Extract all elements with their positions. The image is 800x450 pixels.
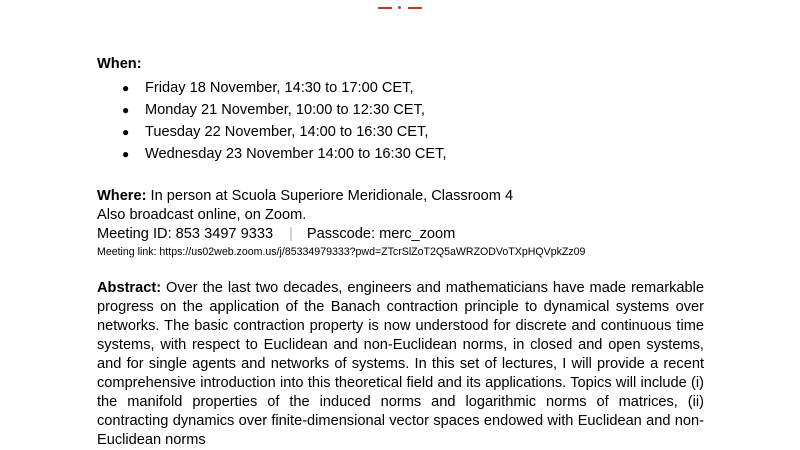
abstract-label: Abstract: (97, 280, 162, 296)
header-rule-right (408, 7, 422, 9)
header-dot (398, 6, 401, 9)
meeting-info (97, 225, 704, 244)
bullet-icon: ● (122, 81, 130, 95)
meeting-id: Meeting ID: 853 3497 9333 (97, 226, 274, 242)
abstract-section (97, 279, 704, 450)
schedule-date: Friday 18 November, 14:30 to 17:00 CET, (145, 80, 414, 96)
schedule-item (97, 121, 704, 143)
passcode: Passcode: merc_zoom (306, 226, 456, 242)
schedule-date: Wednesday 23 November 14:00 to 16:30 CET, (145, 146, 447, 162)
header-rule-left (378, 7, 392, 9)
where-line (97, 187, 704, 206)
where-label: Where: (97, 188, 147, 204)
schedule-date: Monday 21 November, 10:00 to 12:30 CET, (145, 102, 425, 118)
schedule-list (97, 77, 704, 165)
schedule-date: Tuesday 22 November, 14:00 to 16:30 CET, (145, 124, 429, 140)
schedule-item (97, 99, 704, 121)
location-text: In person at Scuola Superiore Meridionale, Classroom 4 (150, 188, 514, 204)
where-section (97, 187, 704, 260)
meeting-separator: | (289, 226, 293, 242)
document-body (97, 55, 704, 450)
bullet-icon: ● (122, 147, 130, 161)
bullet-icon: ● (122, 125, 130, 139)
header-decoration (378, 4, 422, 10)
abstract-text: Over the last two decades, engineers and mathematicians have made remarkable progress on the application of the Banach contraction principle to dynamical systems over networks. The basic contraction property is now understood for discrete and continuous time systems, with respect to Euclidean and non-Euclidean norms, in closed and open systems, and for single agents and networks of systems. In this set of lectures, I will provide a recent comprehensive introduction into this theoretical field and its applications. Topics will include (i) the manifold properties of the induced norms and logarithmic norms of matrices, (ii) contracting dynamics over finite-dimensional vector spaces endowed with Euclidean and non-Euclidean norms (97, 280, 704, 448)
when-section (97, 55, 704, 165)
schedule-item (97, 77, 704, 99)
schedule-item (97, 143, 704, 165)
broadcast-text: Also broadcast online, on Zoom. (97, 207, 307, 223)
when-label: When: (97, 56, 142, 72)
bullet-icon: ● (122, 103, 130, 117)
meeting-link[interactable]: Meeting link: https://us02web.zoom.us/j/85334979333?pwd=ZTcrSlZoT2Q5aWRZODVoTXpHQVpkZz09 (97, 246, 586, 258)
